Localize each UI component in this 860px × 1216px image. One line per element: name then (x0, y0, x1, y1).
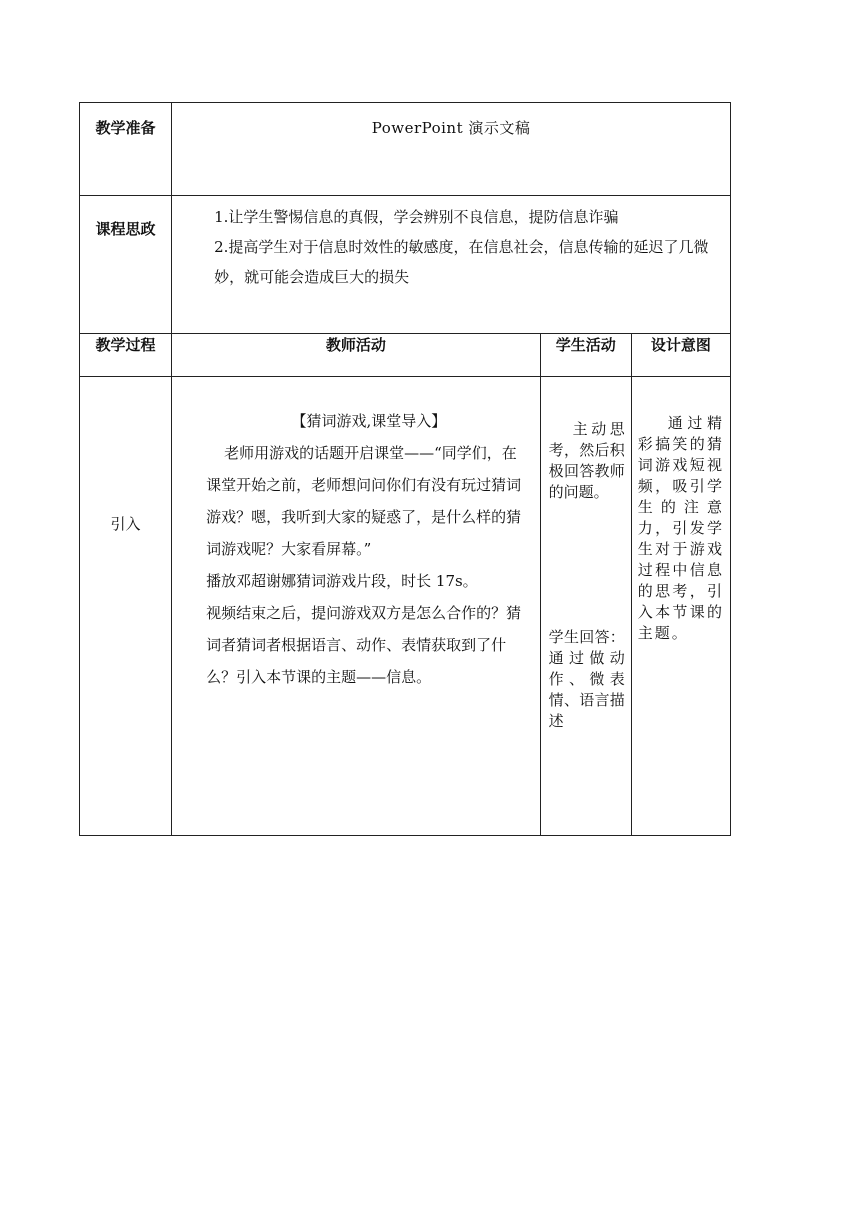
teacher-paragraph: 老师用游戏的话题开启课堂——“同学们，在课堂开始之前，老师想问问你们有没有玩过猜词游戏？嗯，我听到大家的疑惑了，是什么样的猜词游戏呢？大家看屏幕。” (206, 444, 522, 558)
row-preparation (80, 103, 731, 196)
ideology-item: 2.提高学生对于信息时效性的敏感度，在信息社会，信息传输的延迟了几微妙，就可能会造成巨大的损失 (214, 238, 709, 286)
design-intent-text: 通过精彩搞笑的猜词游戏短视频，吸引学生的注意力，引发学生对于游戏过程中信息的思考，引入本节课的主题。 (637, 414, 724, 642)
student-activity (541, 377, 631, 732)
ideology-content (172, 196, 730, 292)
lesson-plan-table (79, 102, 731, 836)
row-ideology (80, 196, 731, 334)
header-design: 设计意图 (631, 334, 730, 377)
teacher-activity (172, 377, 540, 693)
student-activity-text: 主动思考，然后积极回答教师的问题。 (548, 420, 625, 501)
header-process: 教学过程 (80, 334, 172, 377)
header-teacher: 教师活动 (172, 334, 541, 377)
intro-label: 引入 (110, 515, 141, 533)
teacher-activity-title: 【猜词游戏,课堂导入】 (291, 412, 447, 430)
header-student: 学生活动 (540, 334, 631, 377)
ideology-item: 1.让学生警惕信息的真假，学会辨别不良信息，提防信息诈骗 (214, 208, 619, 226)
teacher-paragraph: 播放邓超谢娜猜词游戏片段，时长 17s。 (206, 572, 478, 590)
ideology-label: 课程思政 (80, 196, 172, 334)
student-activity-answer: 学生回答：通过做动作、微表情、语言描述 (548, 628, 625, 730)
preparation-label: 教学准备 (80, 103, 172, 196)
row-introduction (80, 377, 731, 836)
row-headers (80, 334, 731, 377)
teacher-paragraph: 视频结束之后，提问游戏双方是怎么合作的？猜词者猜词者根据语言、动作、表情获取到了什么？引入本节课的主题——信息。 (206, 604, 522, 686)
design-intent (632, 377, 730, 644)
preparation-value: PowerPoint 演示文稿 (371, 119, 531, 137)
